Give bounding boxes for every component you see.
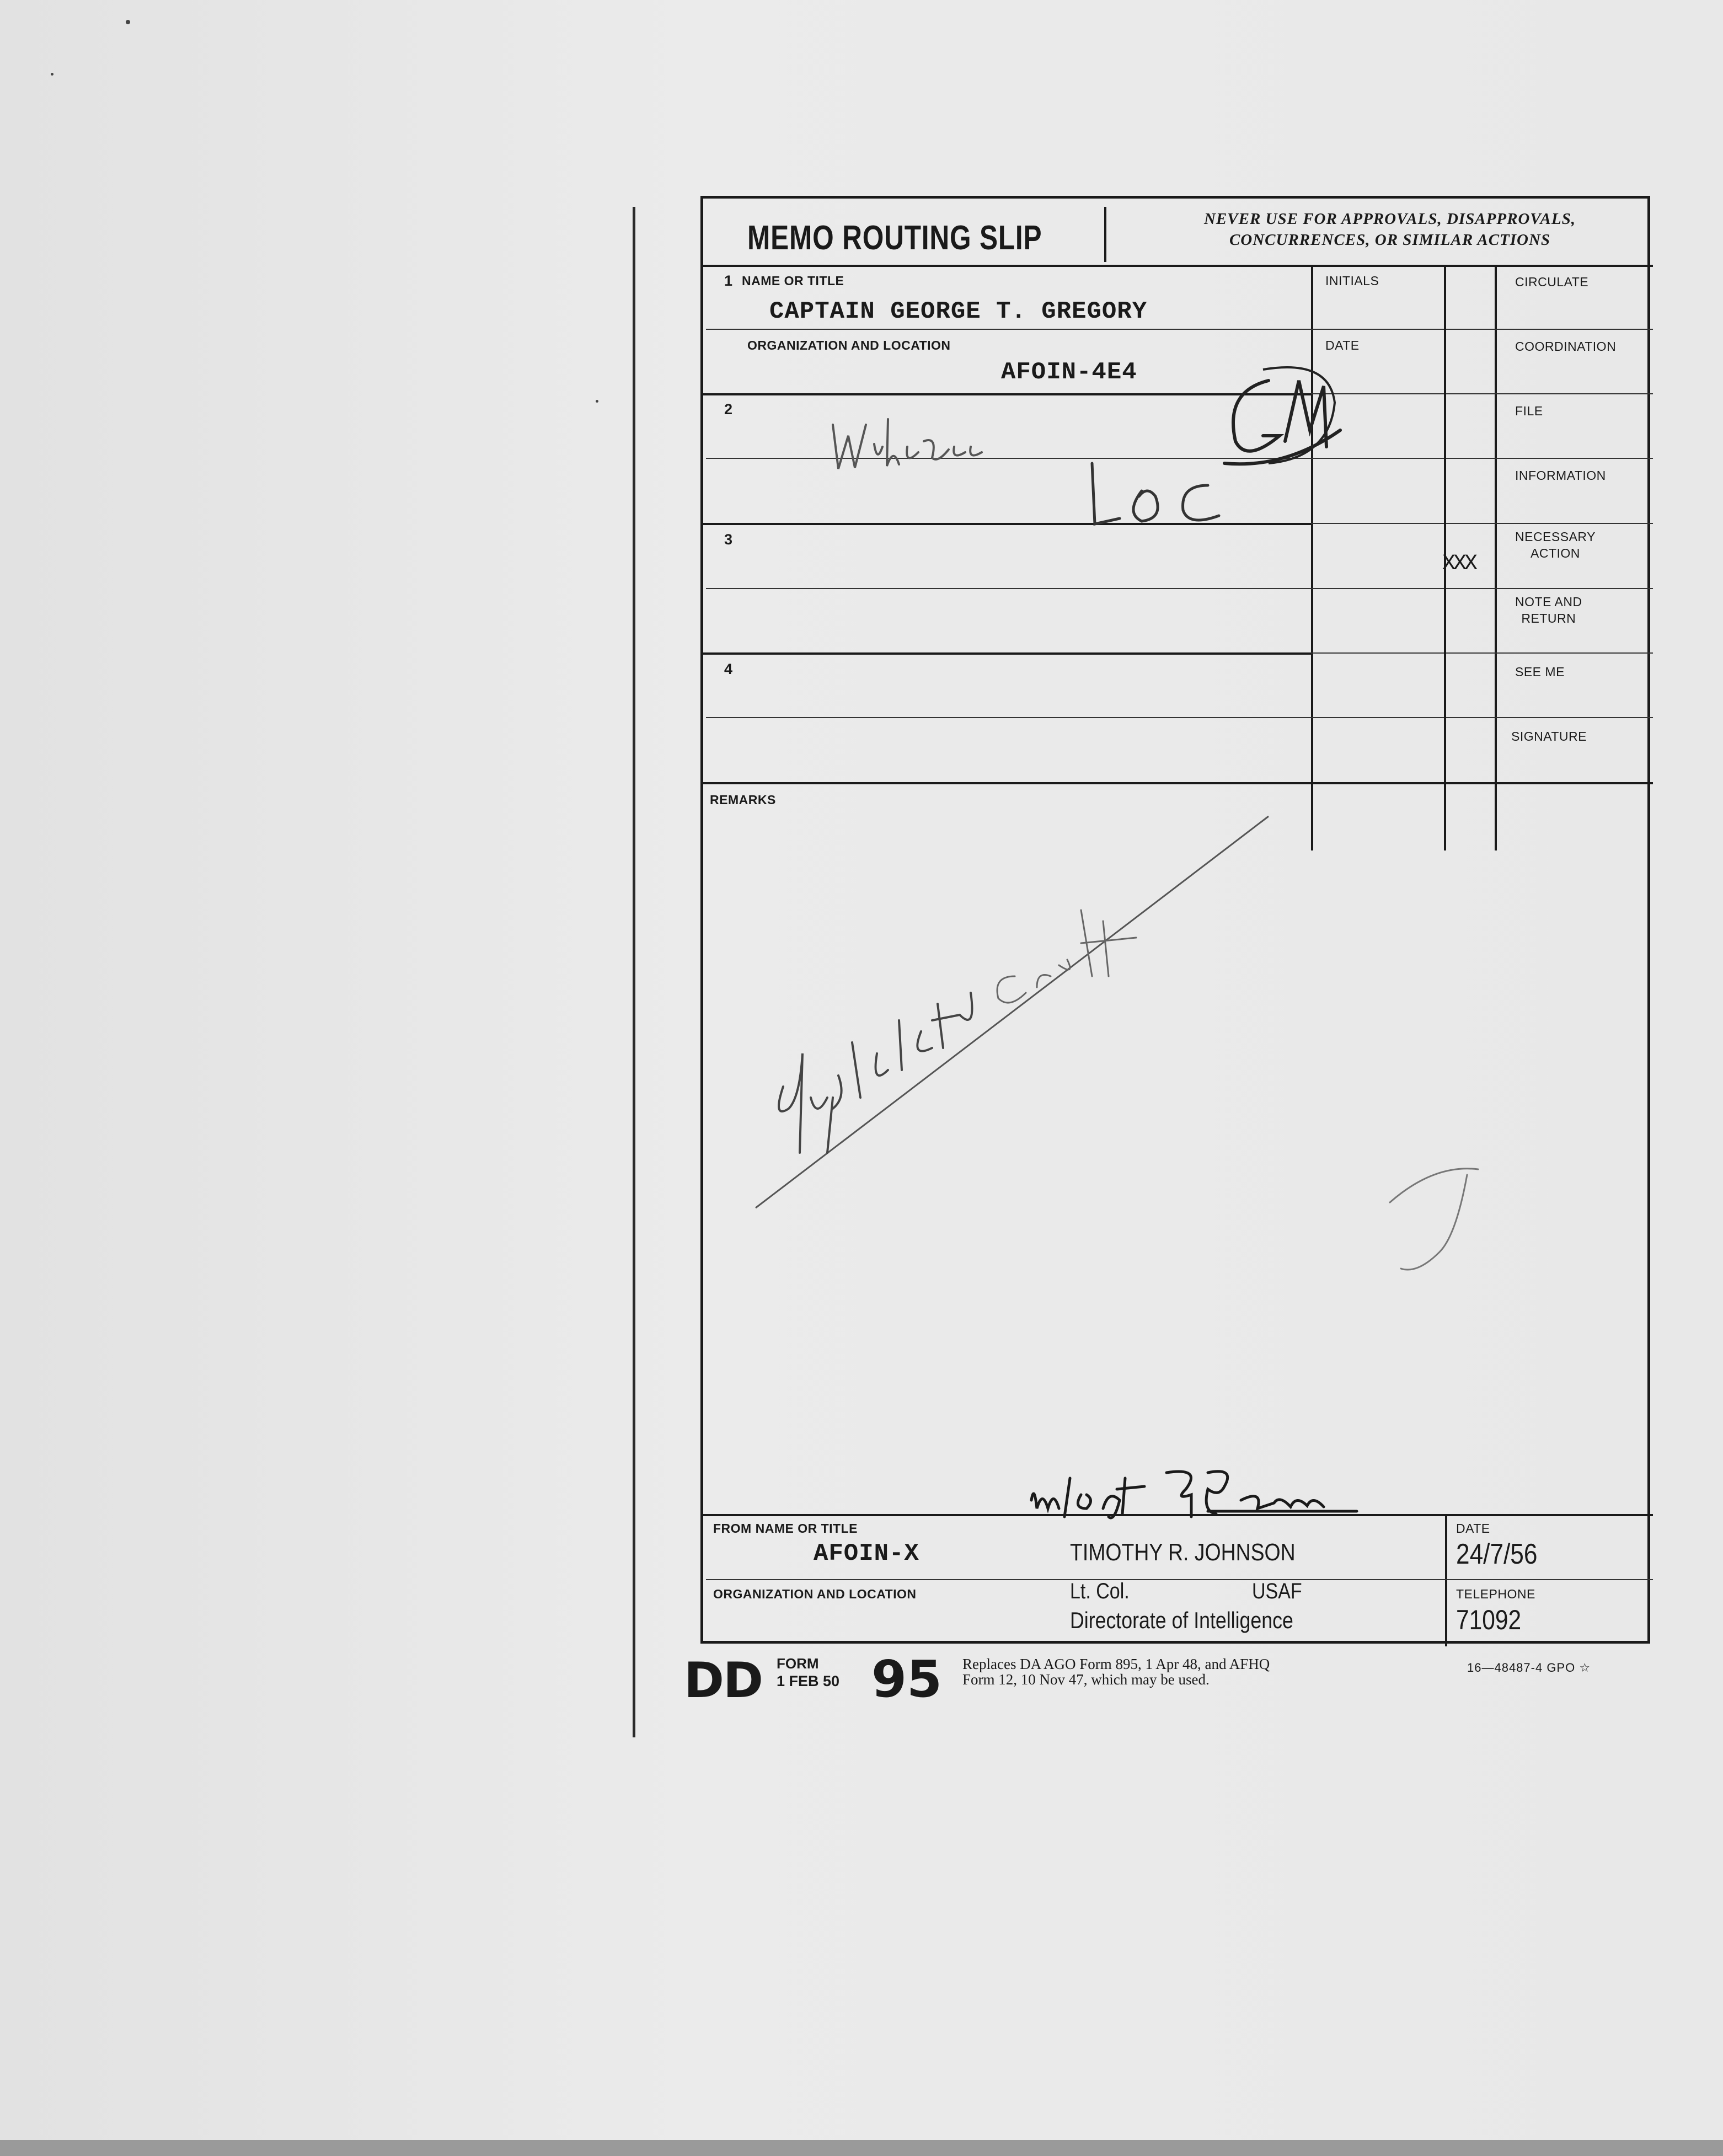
initials-label: INITIALS (1325, 274, 1379, 288)
telephone-label: TELEPHONE (1456, 1587, 1535, 1601)
action-rule (1446, 523, 1653, 524)
necessary-action-mark: XXX (1442, 552, 1476, 576)
from-org-label: ORGANIZATION AND LOCATION (713, 1587, 917, 1601)
from-date-value: 24/7/56 (1456, 1538, 1538, 1570)
row1-mid-rule (706, 329, 1311, 330)
action-rule (1446, 458, 1653, 459)
from-name-label: FROM NAME OR TITLE (713, 1521, 858, 1536)
action-information: INFORMATION (1515, 468, 1606, 483)
handwritten-signature (1026, 1456, 1379, 1522)
initials-rule (1311, 329, 1444, 330)
from-rank: Lt. Col. (1070, 1579, 1130, 1603)
form-label: FORM (777, 1655, 819, 1672)
remarks-label: REMARKS (710, 793, 776, 807)
action-see-me: SEE ME (1515, 665, 1565, 679)
from-name: TIMOTHY R. JOHNSON (1070, 1539, 1296, 1566)
handwritten-remarks-note (750, 811, 1280, 1219)
handwritten-initials (1202, 353, 1351, 485)
form-notice-line1: NEVER USE FOR APPROVALS, DISAPPROVALS, (1203, 210, 1576, 228)
action-file: FILE (1515, 404, 1543, 418)
row1-name-value: CAPTAIN GEORGE T. GREGORY (769, 298, 1148, 325)
initials-rule (1311, 717, 1444, 718)
date-label: DATE (1325, 338, 1360, 352)
replaces-note (962, 1656, 1271, 1687)
form-notice (1133, 208, 1646, 250)
action-rule (1446, 588, 1653, 589)
scan-speck (596, 400, 598, 403)
action-note-and-return (1515, 593, 1582, 627)
row3-number: 3 (724, 531, 733, 548)
form-number: 95 (871, 1650, 943, 1709)
action-rule (1446, 652, 1653, 654)
row1-name-label: NAME OR TITLE (742, 274, 844, 288)
check-column-divider-right (1495, 265, 1497, 850)
telephone-value: 71092 (1456, 1604, 1522, 1635)
action-circulate: CIRCULATE (1515, 275, 1589, 289)
row1-org-value: AFOIN-4E4 (1001, 359, 1137, 386)
row4-number: 4 (724, 661, 733, 677)
initials-rule (1311, 588, 1444, 589)
row2-number: 2 (724, 401, 733, 418)
action-note-line2: RETURN (1521, 611, 1576, 625)
scan-speck (126, 20, 130, 24)
dd-mark: DD (684, 1652, 763, 1709)
initials-rule (1311, 523, 1444, 524)
replaces-line1: Replaces DA AGO Form 895, 1 Apr 48, and AFHQ (962, 1656, 1270, 1672)
print-code: 16—48487-4 GPO ☆ (1467, 1661, 1591, 1674)
scan-edge-strip (0, 2140, 1723, 2156)
action-necessary-action (1515, 528, 1596, 561)
action-necessary-line1: NECESSARY (1515, 529, 1596, 544)
action-necessary-line2: ACTION (1531, 546, 1580, 560)
action-signature: SIGNATURE (1511, 729, 1587, 743)
row3-mid-rule (706, 588, 1311, 589)
action-rule (1446, 393, 1653, 394)
row3-bottom-rule (703, 652, 1311, 655)
handwritten-remarks-mark (1379, 1153, 1489, 1280)
header-bottom-rule (703, 265, 1653, 267)
action-note-line1: NOTE AND (1515, 595, 1582, 609)
row1-number: 1 (724, 272, 733, 289)
routing-grid-bottom-rule (703, 782, 1653, 784)
form-notice-line2: CONCURRENCES, OR SIMILAR ACTIONS (1229, 231, 1551, 249)
from-date-divider (1445, 1514, 1447, 1646)
header-divider (1104, 207, 1106, 262)
from-service: USAF (1252, 1579, 1302, 1603)
form-date: 1 FEB 50 (777, 1673, 840, 1689)
initials-rule (1311, 652, 1444, 654)
replaces-line2: Form 12, 10 Nov 47, which may be used. (962, 1671, 1210, 1688)
page-binding-line (633, 207, 635, 1737)
form-footer (684, 1650, 1655, 1709)
row1-org-label: ORGANIZATION AND LOCATION (747, 338, 951, 352)
action-coordination: COORDINATION (1515, 339, 1617, 354)
action-rule (1446, 329, 1653, 330)
handwritten-row2-note (822, 403, 1031, 485)
row4-mid-rule (706, 717, 1311, 718)
action-rule (1446, 717, 1653, 718)
from-code: AFOIN-X (814, 1540, 919, 1567)
form-title: MEMO ROUTING SLIP (747, 219, 1042, 257)
from-office: Directorate of Intelligence (1070, 1607, 1293, 1633)
from-mid-rule (706, 1579, 1653, 1580)
scan-speck (51, 73, 53, 76)
from-date-label: DATE (1456, 1521, 1490, 1536)
